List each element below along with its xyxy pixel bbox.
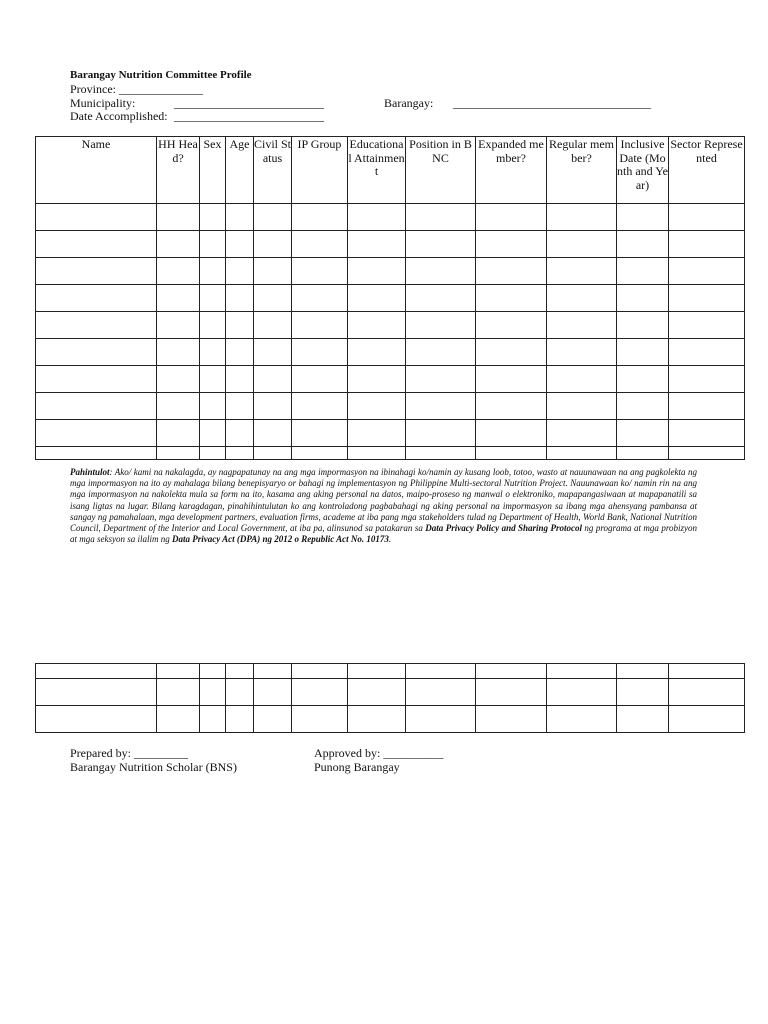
table-cell[interactable] (669, 393, 745, 420)
table-cell[interactable] (292, 393, 348, 420)
table-row (36, 679, 745, 706)
table-cell[interactable] (157, 706, 200, 733)
table-cell[interactable] (254, 706, 292, 733)
notice-text-1: : Ako/ kami na nakalagda, ay nagpapatunay na ang mga impormasyon na ibinahagi ko/namin ay kusang loob, totoo, wasto at nauunawaan na ang pagkolekta ng mga impormasyon na ito ay mahalaga bilang benepisyaryo or bahagi ng implementasyon ng Philippine Multi-sectoral Nutrition Project. Nauunawaan ko/ namin rin na ang mga impormasyon na nakolekta mula sa form na ito, kasama ang aking personal na datos, maipo-proseso ng manwal o elektroniko, mapapangasiwaan at mapapanatili sa isang ligtas na lugar. Bilang karagdagan, pinahihintulutan ko ang kontroladong pagbabahagi ng aking personal na impormasyon sa ibang mga ahensyang pambansa at sangay ng pamahalaan, mga development partners, evaluation firms, academe at iba pang mga stakeholders tulad ng Department of Health, World Bank, National Nutrition Council, Department of the Interior and Local Government, at iba pa, alinsunod sa patakaran sa (70, 467, 697, 534)
table-row (36, 420, 745, 447)
notice-text-2: ng programa at mga probizyon at mga seksyon sa ilalim ng (70, 523, 697, 545)
table-cell[interactable] (617, 258, 669, 285)
table-cell[interactable] (254, 679, 292, 706)
table-cell[interactable] (254, 664, 292, 679)
province-row (70, 82, 203, 96)
province-field[interactable]: ______________ (119, 82, 203, 96)
col-header-sector: Sector Represented (669, 137, 745, 204)
table-row (36, 312, 745, 339)
table-cell[interactable] (157, 204, 200, 231)
table-cell[interactable] (547, 204, 617, 231)
notice-bold-2: Data Privacy Act (DPA) ng 2012 o Republic Act No. 10173 (172, 534, 389, 545)
table-cell[interactable] (547, 339, 617, 366)
table-cell[interactable] (669, 366, 745, 393)
prepared-by-label: Prepared by: (70, 746, 131, 760)
table-cell[interactable] (226, 312, 254, 339)
table-cell[interactable] (226, 231, 254, 258)
table-cell[interactable] (348, 447, 406, 460)
table-cell[interactable] (226, 204, 254, 231)
table-cell[interactable] (36, 339, 157, 366)
table-cell[interactable] (406, 231, 476, 258)
col-header-position: Position in BNC (406, 137, 476, 204)
member-table-body (36, 204, 745, 460)
table-cell[interactable] (292, 366, 348, 393)
approved-by (314, 746, 443, 760)
member-table (35, 136, 745, 460)
approved-by-role: Punong Barangay (314, 760, 400, 774)
table-row (36, 231, 745, 258)
table-cell[interactable] (157, 420, 200, 447)
table-cell[interactable] (157, 393, 200, 420)
table-cell[interactable] (669, 339, 745, 366)
table-cell[interactable] (292, 339, 348, 366)
table-cell[interactable] (157, 285, 200, 312)
prepared-by-field[interactable]: _________ (133, 746, 188, 760)
table-cell[interactable] (226, 393, 254, 420)
table-cell[interactable] (200, 285, 226, 312)
table-cell[interactable] (669, 420, 745, 447)
table-cell[interactable] (157, 366, 200, 393)
table-cell[interactable] (254, 258, 292, 285)
table-cell[interactable] (292, 204, 348, 231)
table-cell[interactable] (348, 312, 406, 339)
table-cell[interactable] (547, 664, 617, 679)
table-cell[interactable] (292, 664, 348, 679)
table-row (36, 706, 745, 733)
table-cell[interactable] (406, 679, 476, 706)
table-cell[interactable] (157, 679, 200, 706)
continuation-table-body (36, 664, 745, 733)
table-cell[interactable] (406, 664, 476, 679)
table-cell[interactable] (476, 231, 547, 258)
table-cell[interactable] (617, 366, 669, 393)
table-cell[interactable] (200, 258, 226, 285)
approved-by-label: Approved by: (314, 746, 381, 760)
consent-notice (70, 467, 697, 545)
table-cell[interactable] (36, 664, 157, 679)
table-cell[interactable] (547, 679, 617, 706)
table-cell[interactable] (157, 664, 200, 679)
table-cell[interactable] (669, 664, 745, 679)
barangay-label: Barangay: (384, 96, 434, 110)
table-cell[interactable] (476, 679, 547, 706)
table-cell[interactable] (406, 447, 476, 460)
table-cell[interactable] (669, 285, 745, 312)
table-cell[interactable] (476, 664, 547, 679)
table-cell[interactable] (476, 312, 547, 339)
table-cell[interactable] (226, 366, 254, 393)
table-cell[interactable] (406, 312, 476, 339)
table-cell[interactable] (292, 231, 348, 258)
table-row (36, 339, 745, 366)
table-cell[interactable] (617, 679, 669, 706)
province-label: Province: (70, 82, 116, 96)
table-cell[interactable] (617, 447, 669, 460)
table-cell[interactable] (617, 231, 669, 258)
table-cell[interactable] (476, 285, 547, 312)
barangay-field[interactable]: _________________________________ (453, 96, 651, 110)
table-cell[interactable] (254, 366, 292, 393)
prepared-by (70, 746, 188, 760)
table-cell[interactable] (36, 420, 157, 447)
municipality-label: Municipality: (70, 96, 136, 110)
table-row (36, 285, 745, 312)
table-cell[interactable] (547, 447, 617, 460)
table-cell[interactable] (348, 339, 406, 366)
table-cell[interactable] (348, 420, 406, 447)
col-header-civil-status: Civil Status (254, 137, 292, 204)
table-cell[interactable] (292, 706, 348, 733)
table-cell[interactable] (406, 706, 476, 733)
table-cell[interactable] (617, 664, 669, 679)
table-cell[interactable] (348, 679, 406, 706)
table-cell[interactable] (406, 204, 476, 231)
table-cell[interactable] (476, 258, 547, 285)
table-cell[interactable] (254, 447, 292, 460)
table-row (36, 204, 745, 231)
col-header-name: Name (36, 137, 157, 204)
prepared-by-role: Barangay Nutrition Scholar (BNS) (70, 760, 237, 774)
table-cell[interactable] (254, 312, 292, 339)
table-cell[interactable] (292, 258, 348, 285)
table-cell[interactable] (348, 664, 406, 679)
table-cell[interactable] (547, 285, 617, 312)
table-cell[interactable] (669, 258, 745, 285)
table-cell[interactable] (226, 447, 254, 460)
approved-by-field[interactable]: __________ (383, 746, 444, 760)
table-cell[interactable] (226, 420, 254, 447)
table-cell[interactable] (36, 447, 157, 460)
col-header-regular-member: Regular member? (547, 137, 617, 204)
table-cell[interactable] (200, 312, 226, 339)
date-accomplished-label: Date Accomplished: (70, 109, 168, 123)
table-cell[interactable] (669, 679, 745, 706)
table-cell[interactable] (348, 285, 406, 312)
col-header-inclusive-date: Inclusive Date (Month and Year) (617, 137, 669, 204)
table-cell[interactable] (226, 679, 254, 706)
table-cell[interactable] (157, 339, 200, 366)
table-cell[interactable] (200, 366, 226, 393)
table-cell[interactable] (547, 258, 617, 285)
col-header-ip-group: IP Group (292, 137, 348, 204)
notice-heading: Pahintulot (70, 467, 110, 477)
table-cell[interactable] (669, 231, 745, 258)
table-cell[interactable] (36, 393, 157, 420)
table-cell[interactable] (547, 366, 617, 393)
table-cell[interactable] (406, 420, 476, 447)
notice-bold-1: Data Privacy Policy and Sharing Protocol (425, 523, 582, 534)
table-cell[interactable] (547, 420, 617, 447)
col-header-hh-head: HH Head? (157, 137, 200, 204)
table-cell[interactable] (406, 393, 476, 420)
table-cell[interactable] (254, 285, 292, 312)
table-cell[interactable] (617, 420, 669, 447)
table-cell[interactable] (226, 664, 254, 679)
table-cell[interactable] (476, 706, 547, 733)
table-row (36, 393, 745, 420)
table-cell[interactable] (617, 339, 669, 366)
col-header-sex: Sex (200, 137, 226, 204)
table-cell[interactable] (406, 366, 476, 393)
table-cell[interactable] (254, 420, 292, 447)
table-cell[interactable] (348, 366, 406, 393)
table-cell[interactable] (476, 366, 547, 393)
table-cell[interactable] (406, 285, 476, 312)
table-cell[interactable] (36, 706, 157, 733)
table-cell[interactable] (348, 231, 406, 258)
table-cell[interactable] (200, 447, 226, 460)
table-cell[interactable] (254, 204, 292, 231)
table-cell[interactable] (617, 285, 669, 312)
table-cell[interactable] (200, 204, 226, 231)
table-cell[interactable] (669, 312, 745, 339)
table-cell[interactable] (348, 706, 406, 733)
table-cell[interactable] (200, 231, 226, 258)
table-cell[interactable] (157, 447, 200, 460)
table-cell[interactable] (406, 339, 476, 366)
table-cell[interactable] (476, 447, 547, 460)
col-header-educational-attainment: Educational Attainment (348, 137, 406, 204)
table-cell[interactable] (254, 231, 292, 258)
table-cell[interactable] (36, 285, 157, 312)
notice-text-3: . (388, 534, 392, 545)
form-title: Barangay Nutrition Committee Profile (70, 69, 252, 81)
table-cell[interactable] (406, 258, 476, 285)
date-accomplished-field[interactable]: _________________________ (174, 109, 324, 123)
table-cell[interactable] (226, 706, 254, 733)
table-cell[interactable] (617, 393, 669, 420)
col-header-age: Age (226, 137, 254, 204)
table-cell[interactable] (157, 258, 200, 285)
table-cell[interactable] (476, 393, 547, 420)
municipality-field[interactable]: _________________________ (174, 96, 324, 110)
table-cell[interactable] (36, 258, 157, 285)
table-cell[interactable] (292, 447, 348, 460)
table-cell[interactable] (617, 706, 669, 733)
table-cell[interactable] (254, 339, 292, 366)
table-cell[interactable] (292, 285, 348, 312)
table-cell[interactable] (226, 339, 254, 366)
table-cell[interactable] (547, 312, 617, 339)
table-cell[interactable] (476, 204, 547, 231)
table-cell[interactable] (36, 231, 157, 258)
table-cell[interactable] (36, 366, 157, 393)
table-cell[interactable] (476, 339, 547, 366)
table-cell[interactable] (200, 339, 226, 366)
table-row (36, 447, 745, 460)
table-header-row (36, 137, 745, 204)
table-cell[interactable] (617, 204, 669, 231)
table-cell[interactable] (200, 393, 226, 420)
col-header-expanded-member: Expanded member? (476, 137, 547, 204)
table-cell[interactable] (617, 312, 669, 339)
table-cell[interactable] (292, 312, 348, 339)
table-cell[interactable] (36, 204, 157, 231)
continuation-table (35, 663, 745, 733)
table-row (36, 258, 745, 285)
table-row (36, 664, 745, 679)
table-cell[interactable] (200, 706, 226, 733)
table-row (36, 366, 745, 393)
table-cell[interactable] (348, 258, 406, 285)
table-cell[interactable] (254, 393, 292, 420)
table-cell[interactable] (348, 393, 406, 420)
table-cell[interactable] (200, 420, 226, 447)
table-cell[interactable] (669, 706, 745, 733)
table-cell[interactable] (292, 420, 348, 447)
table-cell[interactable] (476, 420, 547, 447)
table-cell[interactable] (36, 679, 157, 706)
table-cell[interactable] (226, 285, 254, 312)
table-cell[interactable] (547, 706, 617, 733)
table-cell[interactable] (200, 664, 226, 679)
table-cell[interactable] (157, 231, 200, 258)
table-cell[interactable] (157, 312, 200, 339)
table-cell[interactable] (547, 231, 617, 258)
table-cell[interactable] (200, 679, 226, 706)
table-cell[interactable] (547, 393, 617, 420)
table-cell[interactable] (292, 679, 348, 706)
table-cell[interactable] (669, 204, 745, 231)
table-cell[interactable] (36, 312, 157, 339)
table-cell[interactable] (348, 204, 406, 231)
table-cell[interactable] (669, 447, 745, 460)
table-cell[interactable] (226, 258, 254, 285)
